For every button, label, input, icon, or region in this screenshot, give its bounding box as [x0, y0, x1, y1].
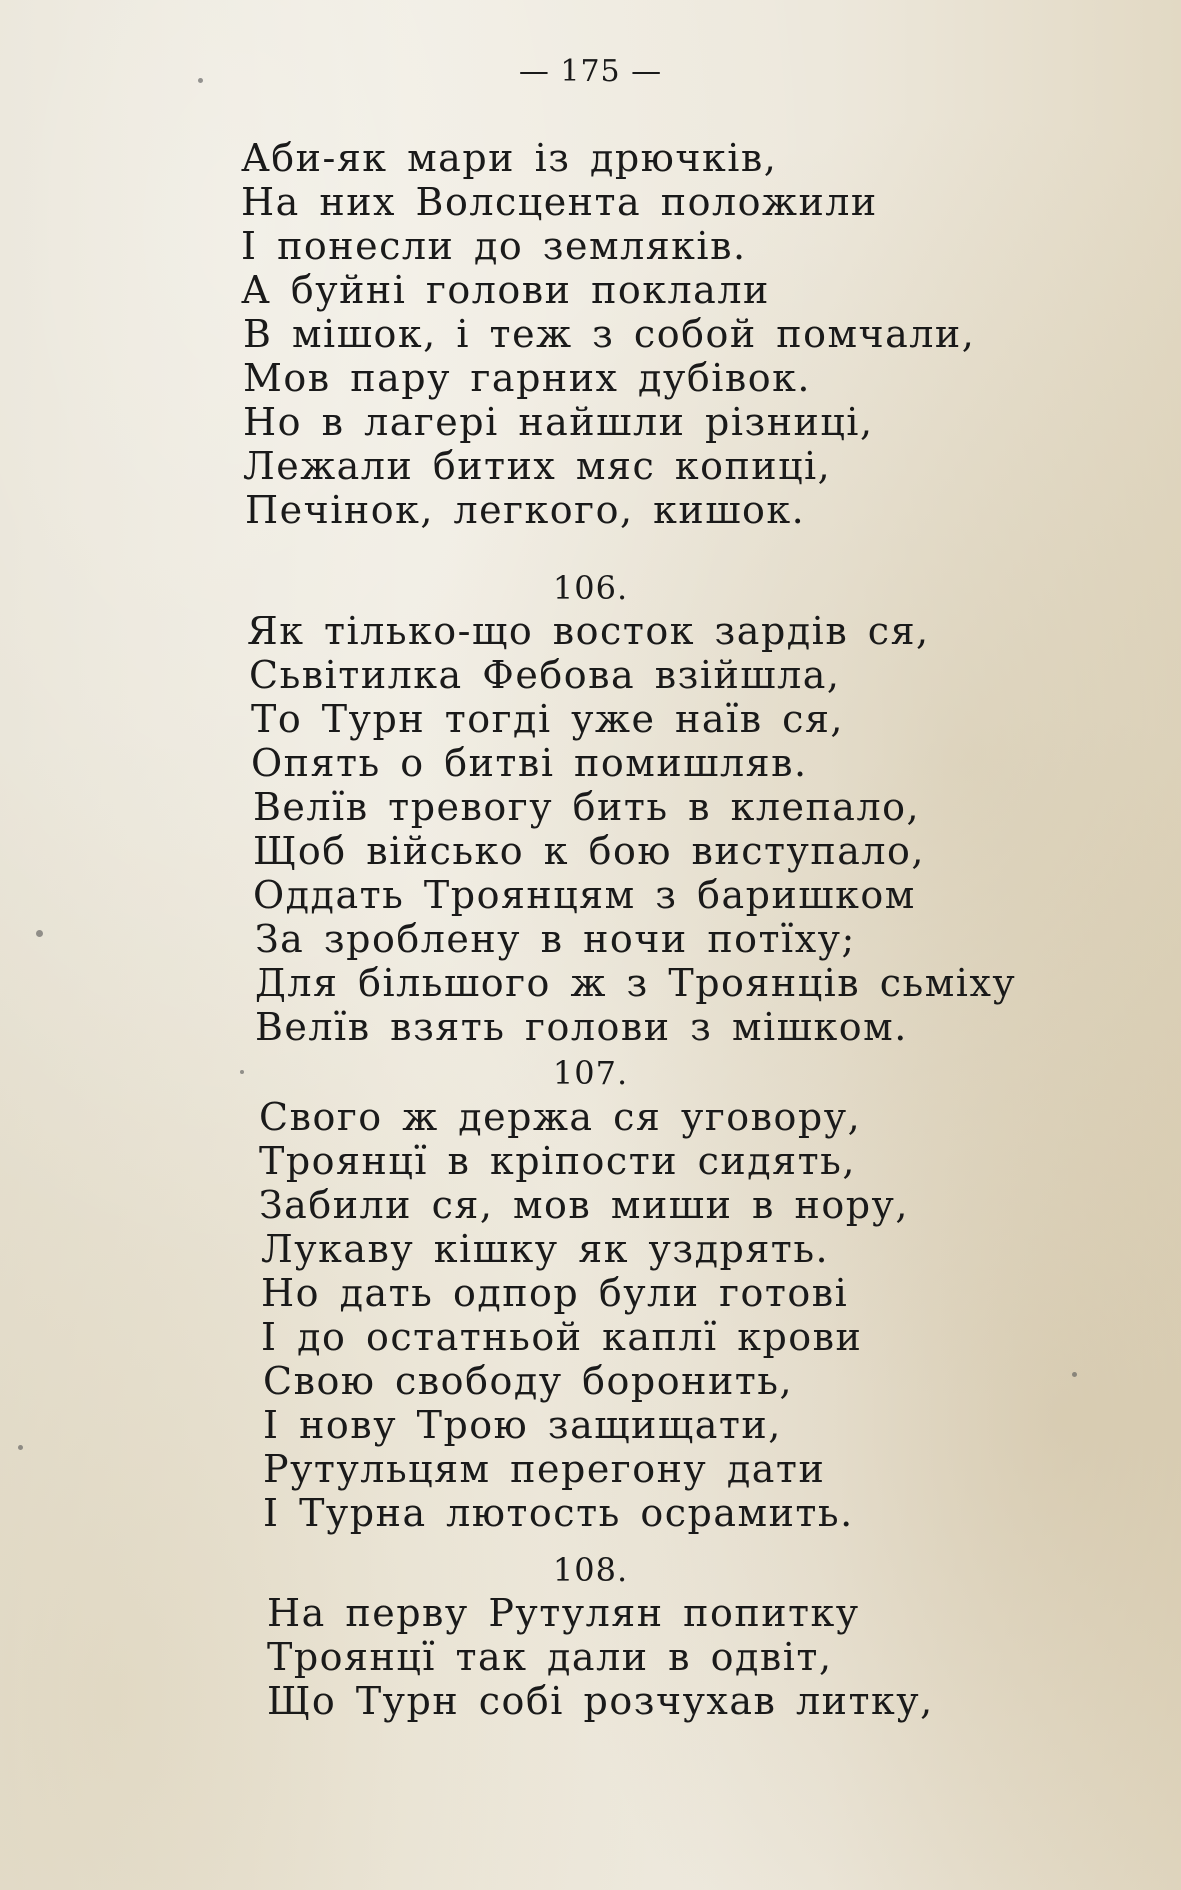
- poem-line: Печінок, легкого, кишок.: [245, 488, 806, 532]
- poem-line: І нову Трою защищати,: [263, 1403, 782, 1447]
- poem-line: Но дать одпор були готові: [261, 1271, 849, 1315]
- print-speck: [198, 78, 203, 83]
- poem-line: Троянцї так дали в одвіт,: [267, 1635, 833, 1679]
- poem-line: Свою свободу боронить,: [263, 1359, 794, 1403]
- print-speck: [18, 1445, 23, 1450]
- poem-line: А буйні голови поклали: [241, 268, 770, 312]
- poem-line: Велїв взять голови з мішком.: [255, 1005, 908, 1049]
- poem-line: Оддать Троянцям з баришком: [253, 873, 916, 917]
- poem-line: Що Турн собі розчухав литку,: [267, 1679, 934, 1723]
- poem-line: І Турна лютость осрамить.: [263, 1491, 854, 1535]
- poem-line: І до остатньой каплї крови: [261, 1315, 863, 1359]
- poem-line: Сьвітилка Фебова взійшла,: [249, 653, 841, 697]
- poem-line: Аби-як мари із дрючків,: [241, 136, 778, 180]
- poem-line: Рутульцям перегону дати: [263, 1447, 826, 1491]
- poem-line: Велїв тревогу бить в клепало,: [253, 785, 921, 829]
- poem-line: Щоб військо к бою виступало,: [253, 829, 925, 873]
- poem-line: За зроблену в ночи потїху;: [255, 917, 856, 961]
- poem-line: В мішок, і теж з собой помчали,: [243, 312, 976, 356]
- print-speck: [36, 930, 43, 937]
- poem-line: На них Волсцента положили: [241, 180, 878, 224]
- poem-line: Опять о битві помишляв.: [251, 741, 808, 785]
- page-number: — 175 —: [518, 54, 663, 89]
- print-speck: [240, 1070, 244, 1074]
- poem-line: Мов пару гарних дубівок.: [243, 356, 811, 400]
- poem-line: Свого ж держа ся уговору,: [259, 1095, 862, 1139]
- poem-line: Троянцї в кріпости сидять,: [259, 1139, 856, 1183]
- poem-line: І понесли до земляків.: [241, 224, 747, 268]
- poem-line: Для більшого ж з Троянців сьміху: [255, 961, 1017, 1005]
- stanza-number: 108.: [552, 1551, 629, 1589]
- poem-line: Як тілько-що восток зардів ся,: [247, 609, 930, 653]
- poem-line: На перву Рутулян попитку: [267, 1591, 860, 1635]
- poem-line: То Турн тогді уже наїв ся,: [251, 697, 845, 741]
- stanza-number: 107.: [552, 1054, 629, 1092]
- poem-line: Лукаву кішку як уздрять.: [261, 1227, 830, 1271]
- print-speck: [1072, 1372, 1077, 1377]
- poem-line: Лежали битих мяс копиці,: [243, 444, 832, 488]
- poem-line: Забили ся, мов миши в нору,: [259, 1183, 909, 1227]
- poem-line: Но в лагері найшли різниці,: [243, 400, 874, 444]
- stanza-number: 106.: [552, 569, 629, 607]
